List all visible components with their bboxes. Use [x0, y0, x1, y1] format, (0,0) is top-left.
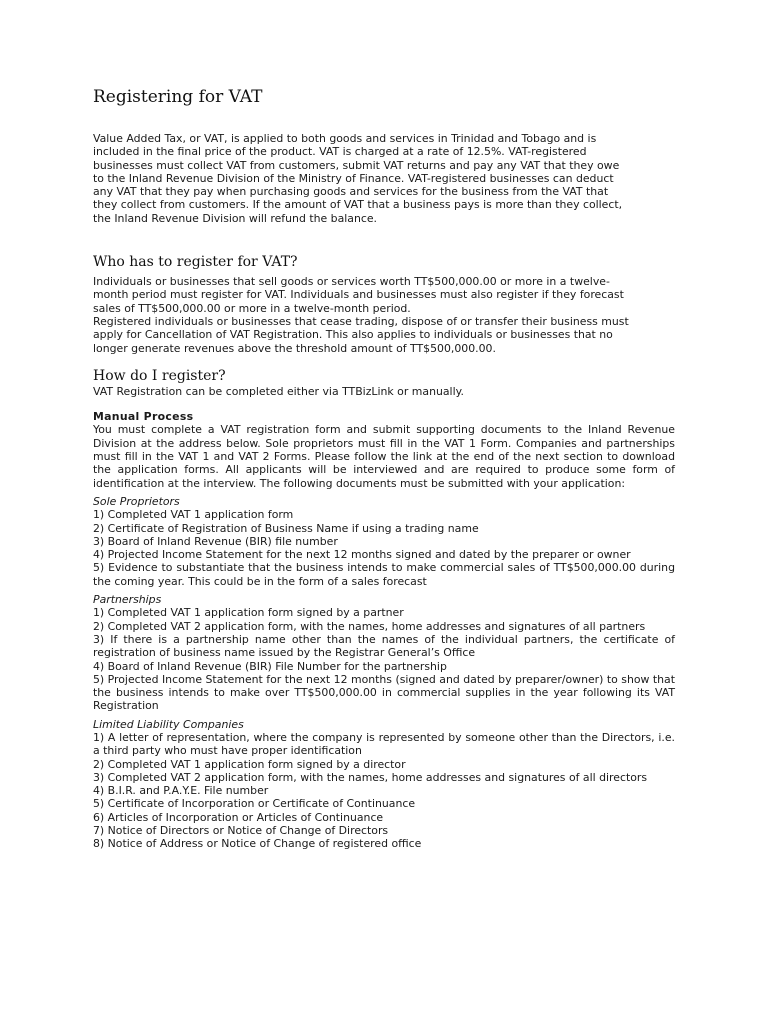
how-heading: How do I register?: [93, 367, 226, 384]
manual-process-text: You must complete a VAT registration form and submit supporting documents to the Inland Revenue Division at the address below. Sole proprietors must fill in the VAT 1 Form. Companies and partnerships must fill in the VAT 1 and VAT 2 Forms. Please follow the link at the end of the next section to download the application forms. All applicants will be interviewed and are required to produce some form of identification at the interview. The following documents must be submitted with your application:: [93, 423, 675, 490]
list-item: 2) Completed VAT 1 application form signed by a director: [93, 757, 406, 771]
intro-paragraph: Value Added Tax, or VAT, is applied to both goods and services in Trinidad and Tobago and is included in the final price of the product. VAT is charged at a rate of 12.5%. VAT-registered businesses must collect VAT from customers, submit VAT returns and pay any VAT that they owe to the Inland Revenue Division of the Ministry of Finance. VAT-registered businesses can deduct any VAT that they pay when purchasing goods and services for the business from the VAT that they collect from customers. If the amount of VAT that a business pays is more than they collect, the Inland Revenue Division will refund the balance.: [93, 132, 623, 225]
partnerships-list: [93, 606, 675, 712]
list-item: 4) Projected Income Statement for the next 12 months signed and dated by the preparer or owner: [93, 548, 631, 562]
who-paragraph-2: Registered individuals or businesses that cease trading, dispose of or transfer their business must apply for Cancellation of VAT Registration. This also applies to individuals or businesses that no longer generate revenues above the threshold amount of TT$500,000.00.: [93, 314, 629, 355]
list-item: 2) Certificate of Registration of Business Name if using a trading name: [93, 521, 479, 535]
llc-list: [93, 731, 675, 851]
llc-heading: Limited Liability Companies: [93, 717, 244, 731]
list-item: 6) Articles of Incorporation or Articles of Continuance: [93, 810, 384, 824]
list-item: 5) Evidence to substantiate that the business intends to make commercial sales of TT$500,000.00 during the coming year. This could be in the form of a sales forecast: [93, 561, 675, 588]
list-item: 5) Certificate of Incorporation or Certificate of Continuance: [93, 797, 416, 811]
sole-proprietors-heading: Sole Proprietors: [93, 494, 180, 508]
list-item: 3) If there is a partnership name other than the names of the individual partners, the certificate of registration of business name issued by the Registrar General’s Office: [93, 632, 675, 660]
list-item: 8) Notice of Address or Notice of Change of registered office: [93, 837, 422, 851]
list-item: 4) B.I.R. and P.A.Y.E. File number: [93, 784, 269, 798]
list-item: 5) Projected Income Statement for the next 12 months (signed and dated by preparer/owner) to show that the business intends to make over TT$500,000.00 in commercial supplies in the year following its VAT Registration: [93, 672, 675, 713]
who-paragraph-1: Individuals or businesses that sell goods or services worth TT$500,000.00 or more in a twelve- month period must register for VAT. Individuals and businesses must also register if they forecast sales of TT$500,000.00 or more in a twelve-month period.: [93, 275, 624, 315]
list-item: 7) Notice of Directors or Notice of Change of Directors: [93, 824, 389, 838]
list-item: 1) A letter of representation, where the company is represented by someone other than the Directors, i.e. a third party who must have proper identification: [93, 730, 675, 758]
list-item: 2) Completed VAT 2 application form, with the names, home addresses and signatures of all partners: [93, 619, 646, 633]
document-page: [93, 86, 675, 851]
list-item: 4) Board of Inland Revenue (BIR) File Number for the partnership: [93, 659, 447, 673]
list-item: 1) Completed VAT 1 application form signed by a partner: [93, 606, 404, 620]
who-heading: Who has to register for VAT?: [93, 254, 298, 271]
how-paragraph: VAT Registration can be completed either via TTBizLink or manually.: [93, 384, 464, 398]
list-item: 1) Completed VAT 1 application form: [93, 508, 294, 522]
list-item: 3) Completed VAT 2 application form, with the names, home addresses and signatures of all directors: [93, 770, 648, 784]
manual-process-heading: Manual Process: [93, 410, 194, 424]
page-title: Registering for VAT: [93, 87, 263, 107]
list-item: 3) Board of Inland Revenue (BIR) file number: [93, 534, 338, 548]
sole-proprietors-list: [93, 508, 675, 588]
partnerships-heading: Partnerships: [93, 593, 162, 607]
